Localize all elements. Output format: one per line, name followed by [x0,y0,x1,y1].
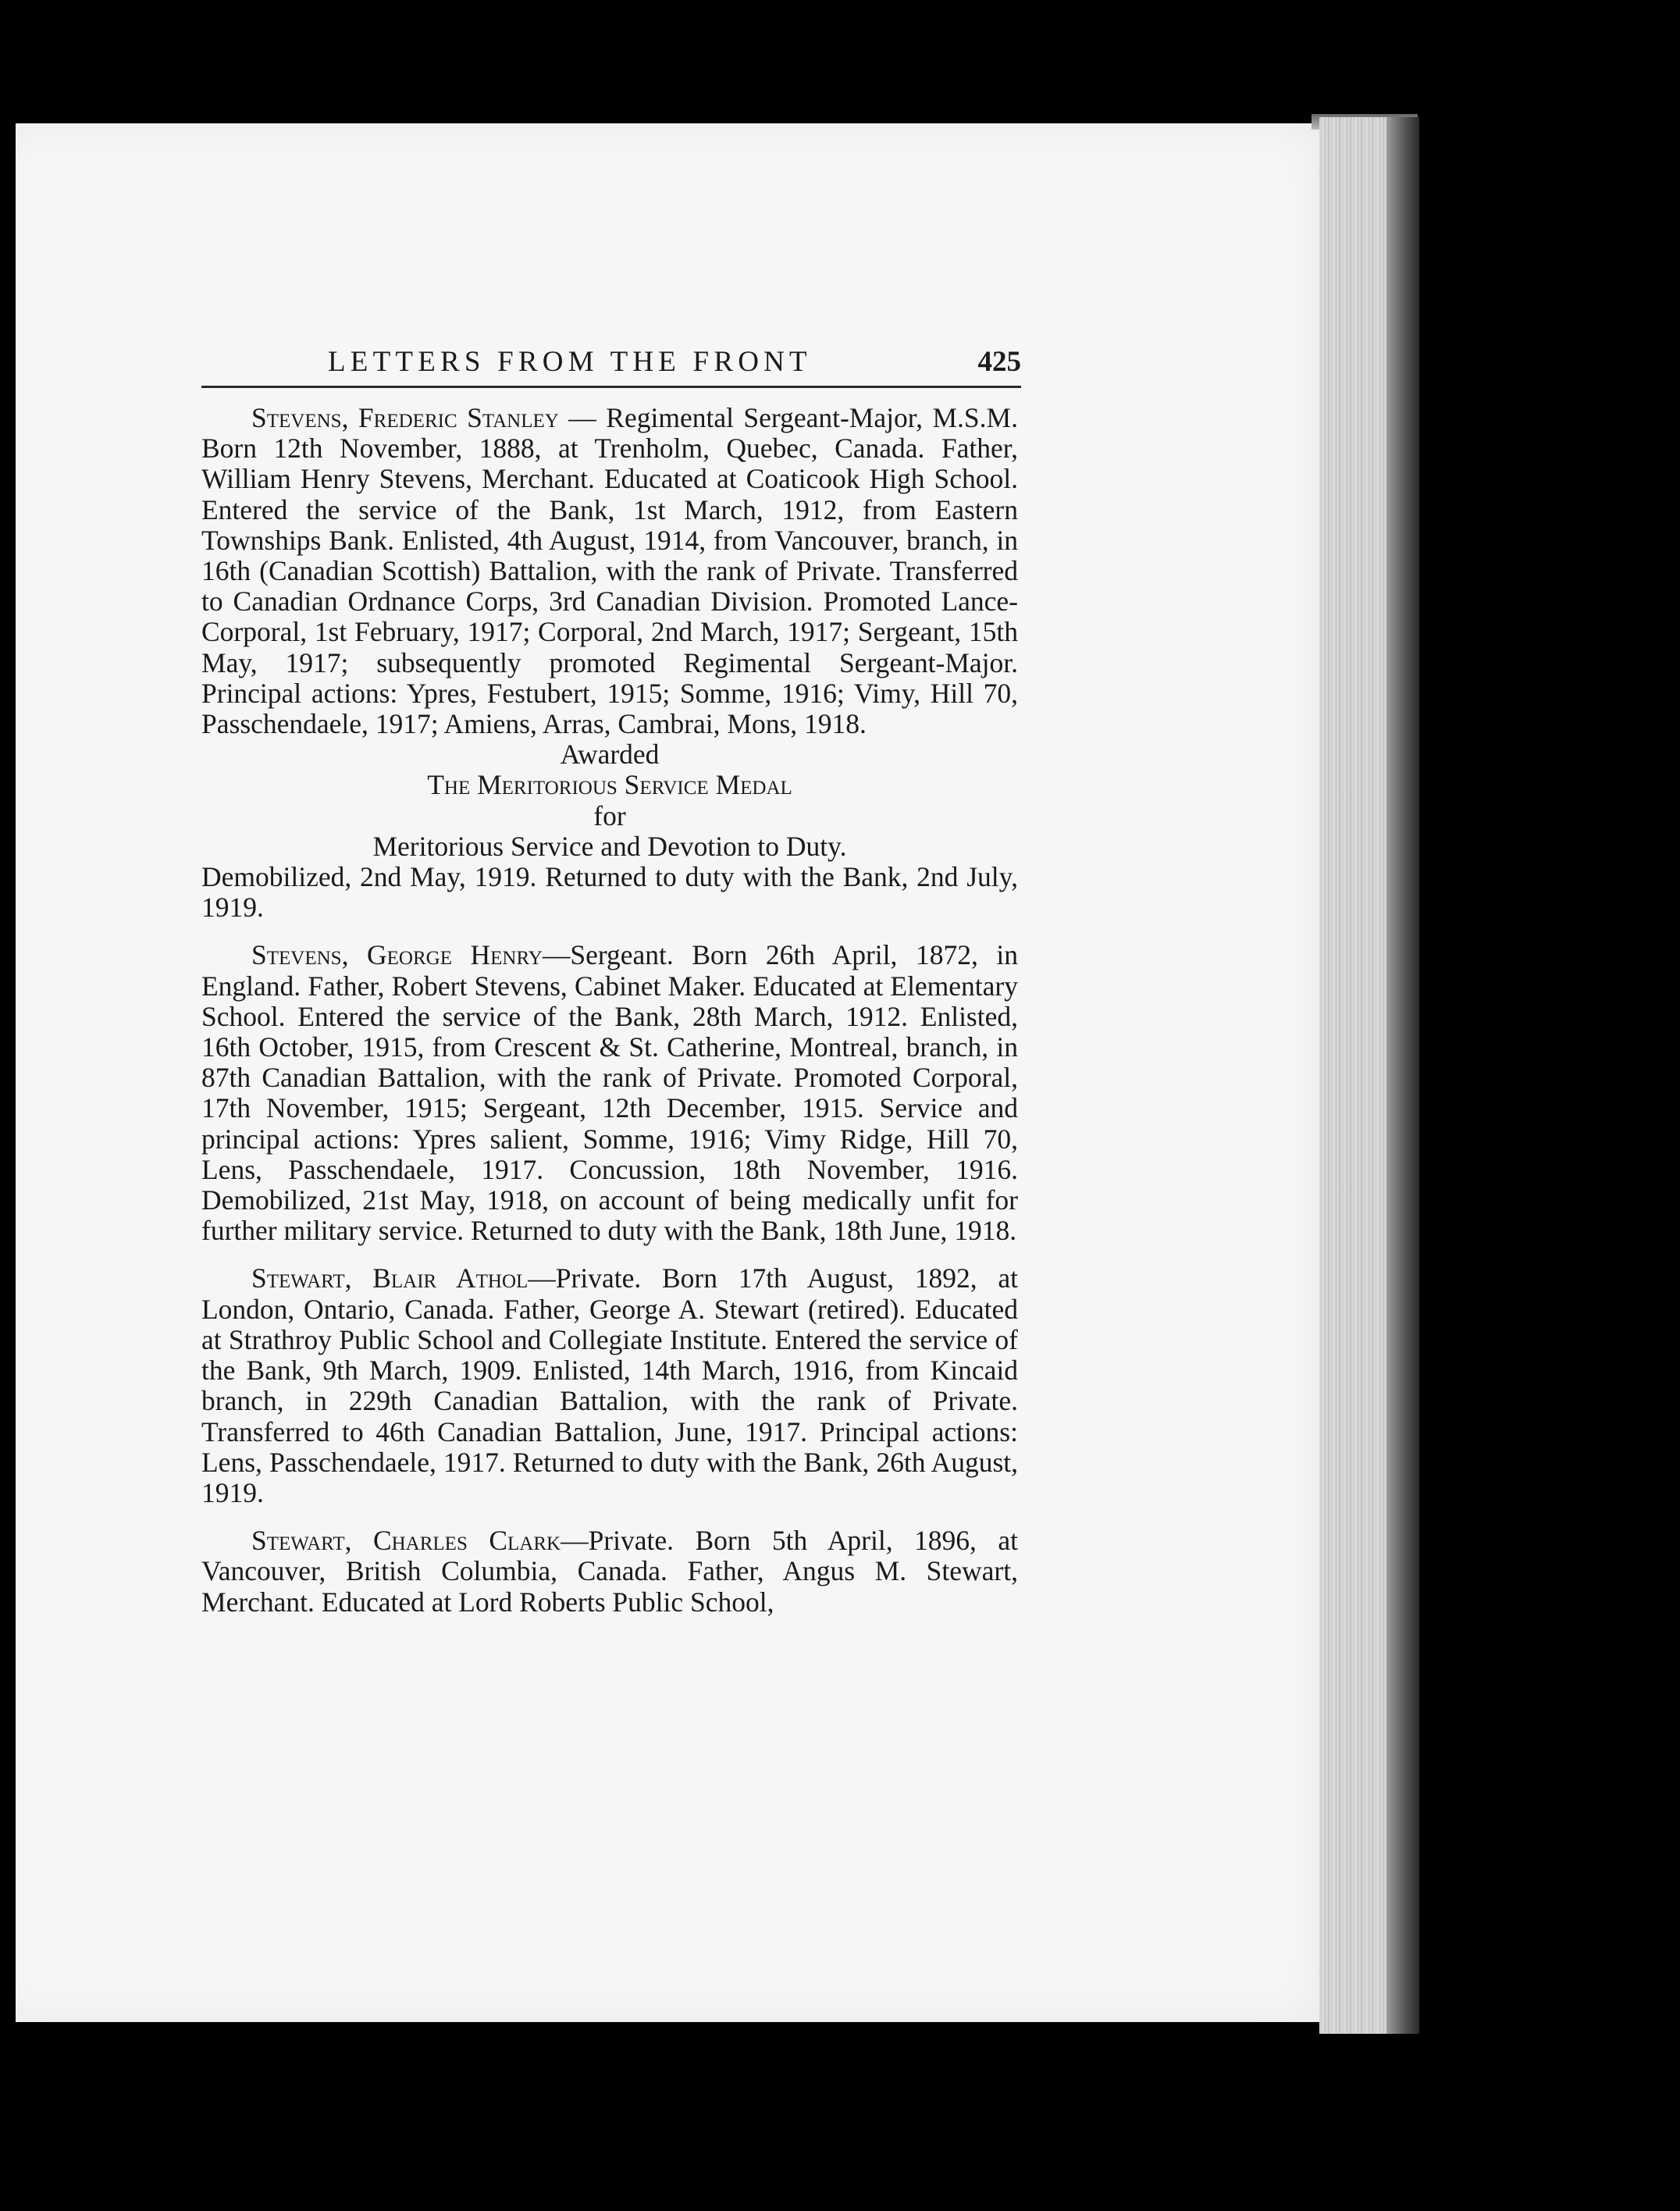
entry-stewart-charles [201,1526,1018,1618]
entry-stevens-frederic [201,403,1018,739]
entry-name: Stewart, Charles Clark [251,1525,561,1557]
entry-text: —Private. Born 17th August, 1892, at London, Ontario, Canada. Father, George A. Stewart (retired). Educated at Strathroy Public School and Collegiate Institute. Entered the service of the Bank, 9th March, 1909. Enlisted, 14th March, 1916, from Kincaid branch, in 229th Canadian Battalion, with the rank of Private. Transferred to 46th Canadian Battalion, June, 1917. Principal actions: Lens, Passchendaele, 1917. Returned to duty with the Bank, 26th August, 1919. [201,1262,1018,1508]
running-title: LETTERS FROM THE FRONT [328,346,812,378]
running-header [201,340,1021,387]
entry-name: Stewart, Blair Athol [251,1262,529,1294]
page-number: 425 [977,346,1021,378]
award-medal-name: The Meritorious Service Medal [427,769,792,801]
award-awarded: Awarded [560,739,660,771]
entry-text: —Private. Born 5th April, 1896, at Vancouver, British Columbia, Canada. Father, Angus M. Stewart, Merchant. Educated at Lord Roberts Public School, [201,1525,1019,1618]
award-for: for [593,799,626,831]
entry-continuation: Demobilized, 2nd May, 1919. Returned to duty with the Bank, 2nd July, 1919. [201,861,1018,924]
body-text [201,403,1018,1618]
entry-stewart-blair [201,1263,1018,1508]
entry-text: — Regimental Sergeant-Major, M.S.M. Born 12th November, 1888, at Trenholm, Quebec, Canada. Father, William Henry Stevens, Merchant. Educated at Coaticook High School. Entered the service of the Bank, 1st March, 1912, from Eastern Townships Bank. Enlisted, 4th August, 1914, from Vancouver, branch, in 16th (Canadian Scottish) Battalion, with the rank of Private. Transferred to Canadian Ordnance Corps, 3rd Canadian Division. Promoted Lance-Corporal, 1st February, 1917; Corporal, 2nd March, 1917; Sergeant, 15th May, 1917; subsequently promoted Regimental Sergeant-Major. Principal actions: Ypres, Festubert, 1915; Somme, 1916; Vimy, Hill 70, Passchendaele, 1917; Amiens, Arras, Cambrai, Mons, 1918. [201,402,1018,740]
entry-text: —Sergeant. Born 26th April, 1872, in England. Father, Robert Stevens, Cabinet Maker. Educated at Elementary School. Entered the service of the Bank, 28th March, 1912. Enlisted, 16th October, 1915, from Crescent & St. Catherine, Montreal, branch, in 87th Canadian Battalion, with the rank of Private. Promoted Corporal, 17th November, 1915; Sergeant, 12th December, 1915. Service and principal actions: Ypres salient, Somme, 1916; Vimy Ridge, Hill 70, Lens, Passchendaele, 1917. Concussion, 18th November, 1916. Demobilized, 21st May, 1918, on account of being medically unfit for further military service. Returned to duty with the Bank, 18th June, 1918. [201,939,1019,1247]
award-citation: Meritorious Service and Devotion to Duty. [372,830,847,862]
binding-shadow [1386,117,1419,2034]
header-rule [201,386,1021,388]
entry-stevens-george [201,940,1018,1246]
entry-name: Stevens, Frederic Stanley [251,402,559,433]
entry-name: Stevens, George Henry [251,939,543,971]
